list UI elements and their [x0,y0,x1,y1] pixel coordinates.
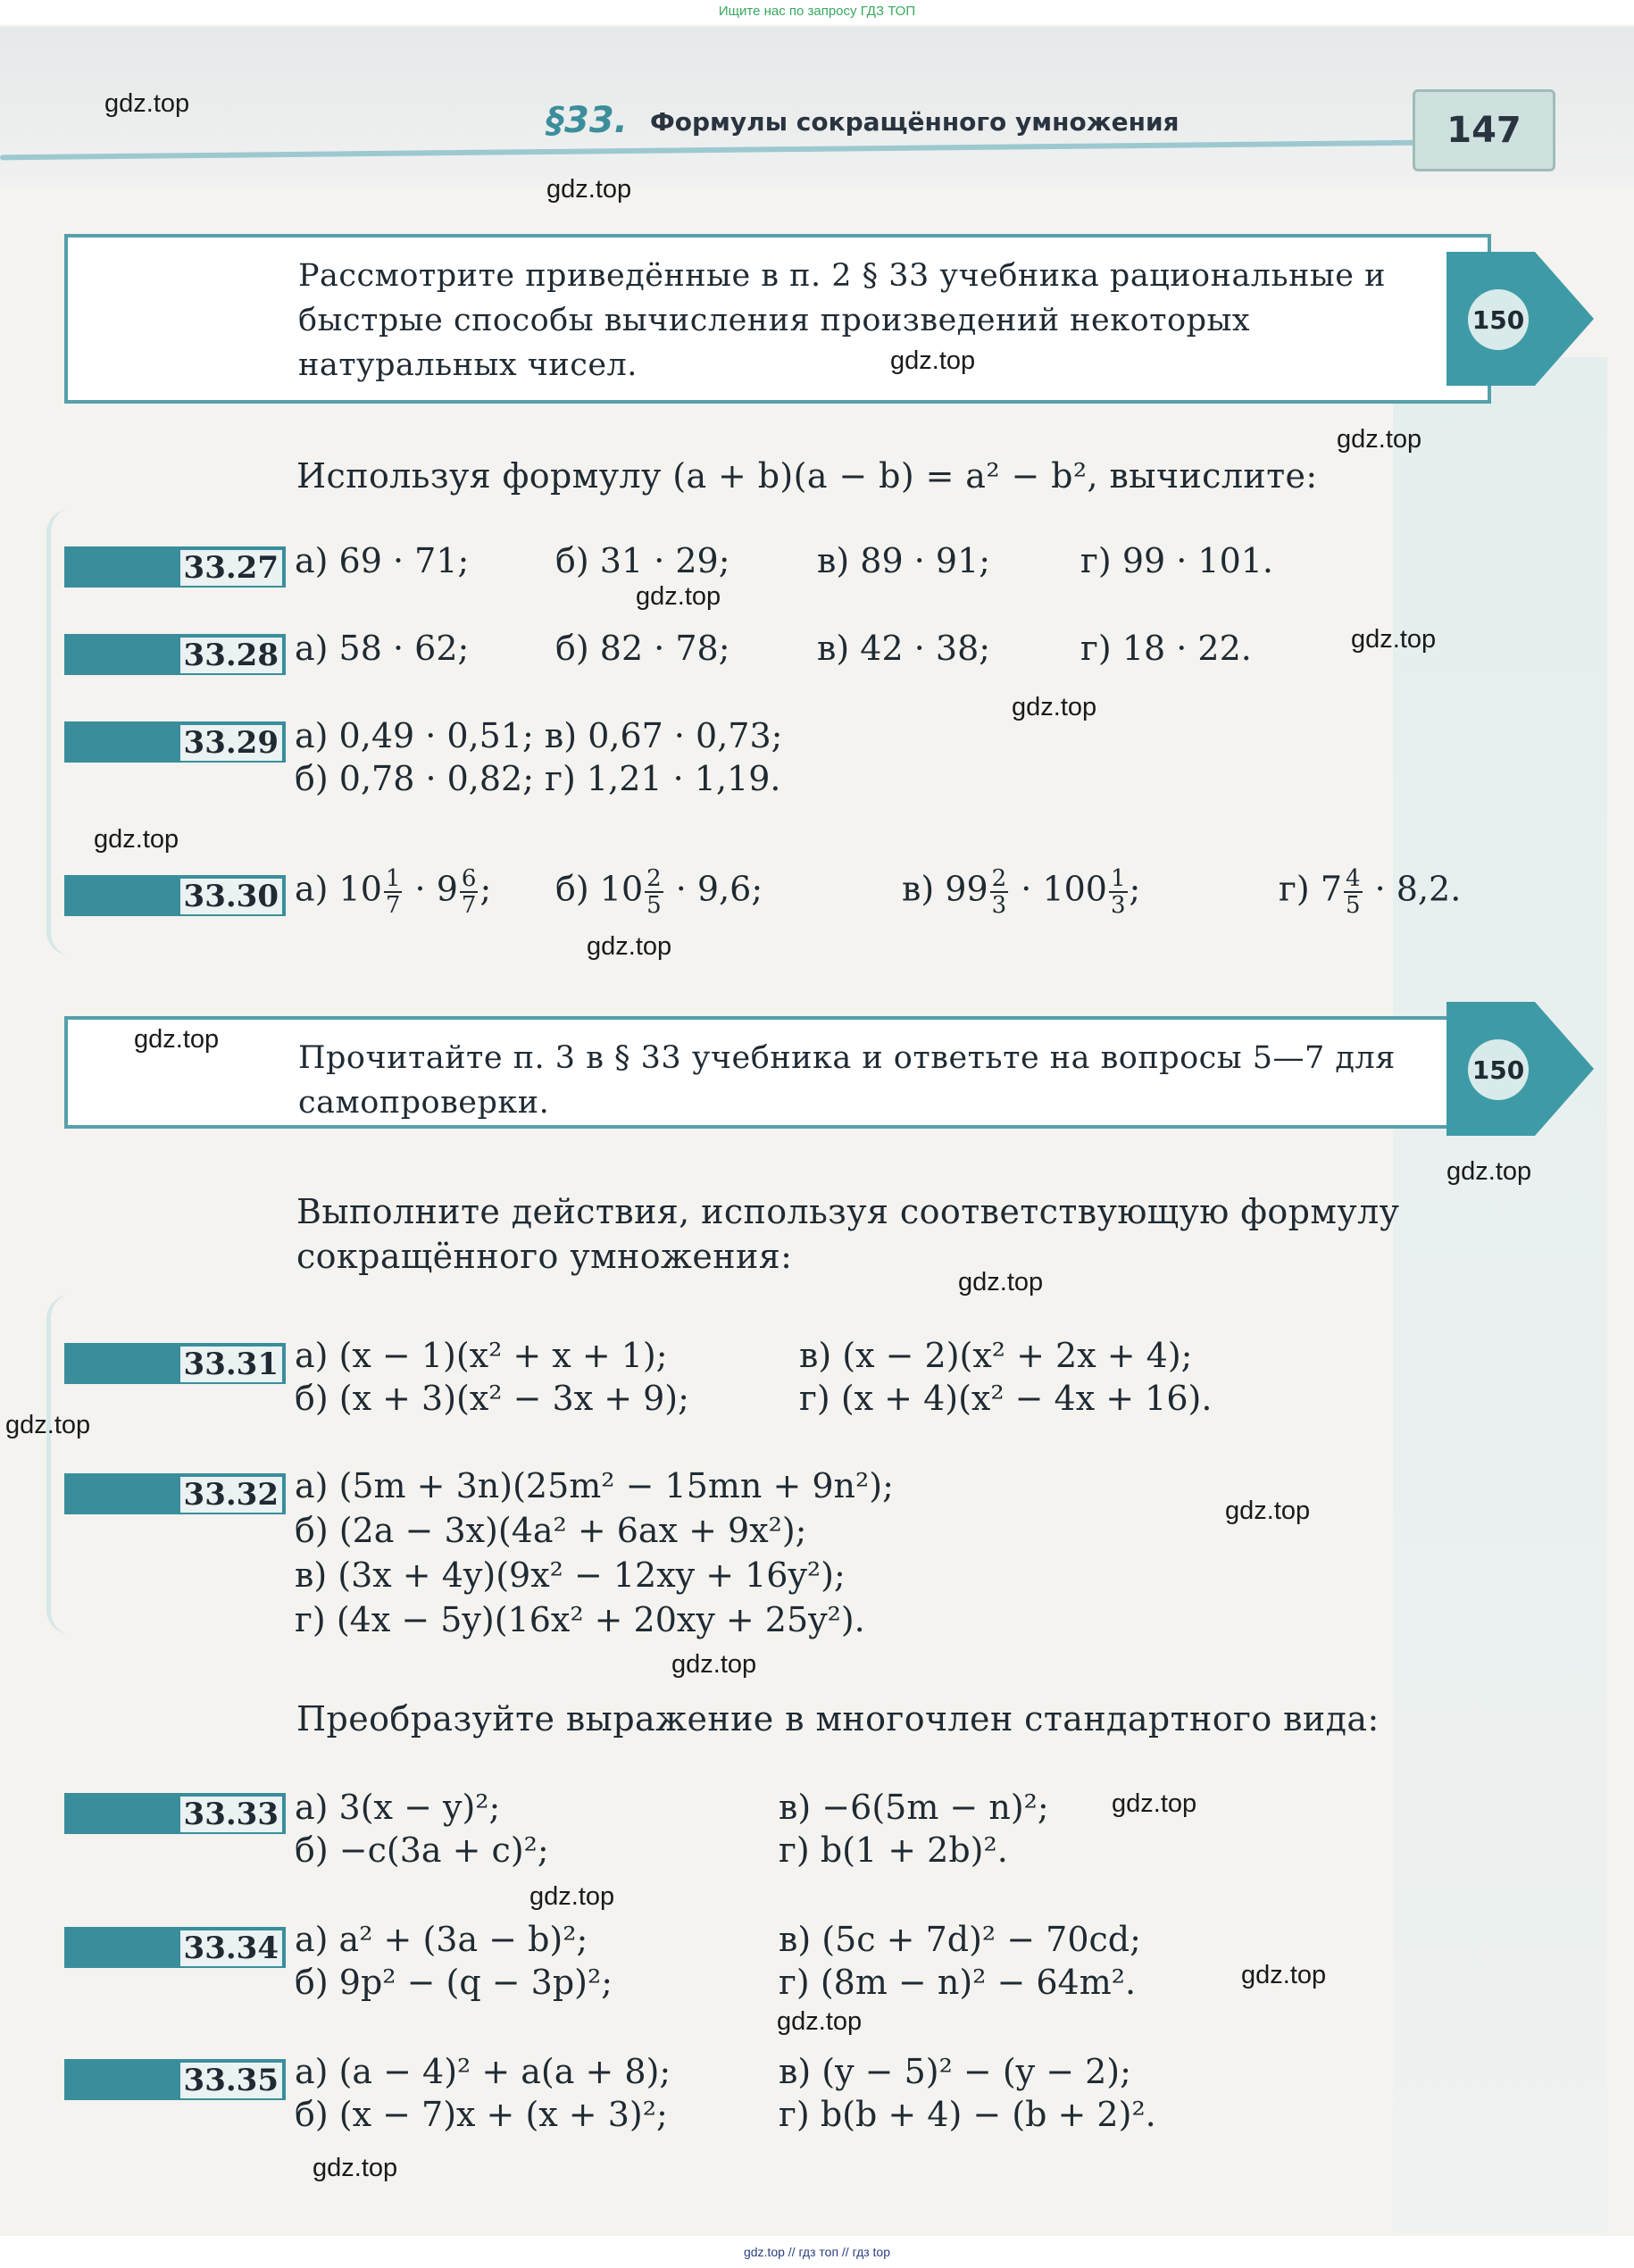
numerator: 1 [385,865,401,892]
exercise-label [64,634,286,675]
exercise-number: 33.27 [179,548,284,588]
info-box-self-check [64,1016,1491,1129]
exercise-item: б) −c(3a + c)²; [295,1830,549,1870]
exercise-line: б) 0,78 · 0,82; г) 1,21 · 1,19. [295,759,781,798]
denominator: 5 [646,892,662,919]
exercise-number: 33.33 [179,1795,284,1834]
section-number: §33. [546,100,628,141]
exercise-label [64,1343,286,1384]
top-note: Ищите нас по запросу ГДЗ ТОП [718,4,916,19]
instruction-actions: Выполните действия, используя соответствующую формулу сокращённого умножения: [296,1192,1400,1276]
denominator: 3 [1110,892,1126,919]
watermark: gdz.top [546,175,632,204]
watermark: gdz.top [134,1025,220,1054]
watermark: gdz.top [671,1650,757,1679]
watermark: gdz.top [529,1882,615,1911]
exercise-number: 33.29 [179,723,284,763]
item-text: а) 10 [295,869,382,909]
exercise-item: г) b(b + 4) − (b + 2)². [779,2095,1156,2134]
fraction [1109,866,1128,918]
arrow-icon [1446,252,1594,386]
watermark: gdz.top [958,1268,1044,1297]
exercise-label [64,546,286,588]
exercise-label [64,1927,286,1968]
fraction [990,866,1009,918]
fraction [645,866,663,918]
item-text: · 8,2. [1363,869,1462,909]
fraction [1344,866,1363,918]
arrow-icon [1446,1002,1594,1136]
info-box-reference [64,234,1491,404]
numerator: 2 [646,865,662,892]
exercise-item: г) 99 · 101. [1080,541,1274,580]
exercise-item [1279,866,1461,918]
item-text: · 100 [1010,869,1107,909]
watermark: gdz.top [94,825,179,854]
exercise-number: 33.35 [179,2061,284,2100]
exercise-item: б) 9p² − (q − 3p)²; [295,1963,613,2002]
exercise-item [295,866,491,918]
page-number: 147 [1413,89,1555,171]
exercise-item: а) (5m + 3n)(25m² − 15mn + 9n²); [295,1466,894,1505]
exercise-item: а) a² + (3a − b)²; [295,1920,588,1959]
exercise-item: б) (x + 3)(x² − 3x + 9); [295,1379,689,1418]
exercise-item: а) 3(x − y)²; [295,1788,501,1827]
watermark: gdz.top [1012,693,1097,721]
exercise-number: 33.30 [179,877,284,916]
watermark: gdz.top [313,2154,398,2182]
numerator: 4 [1346,865,1361,892]
fraction [460,866,479,918]
denominator: 7 [385,892,401,919]
numerator: 2 [991,865,1007,892]
section-title: Формулы сокращённого умножения [650,107,1180,137]
exercise-item [555,866,763,918]
exercise-item [902,866,1140,918]
exercise-item: б) (2a − 3x)(4a² + 6ax + 9x²); [295,1511,807,1550]
item-text: г) 7 [1279,869,1342,909]
numerator: 6 [461,865,477,892]
watermark: gdz.top [587,932,672,961]
item-text: б) 10 [555,869,644,909]
exercise-item: г) (8m − n)² − 64m². [779,1963,1137,2002]
page-ref-badge: 150 [1468,289,1529,350]
watermark: gdz.top [104,89,190,118]
info-box-text: Рассмотрите приведённые в п. 2 § 33 учебника рациональные и быстрые способы вычисления произведений некоторых натуральных чисел. [298,258,1386,383]
watermark: gdz.top [5,1411,91,1439]
numerator: 1 [1110,865,1126,892]
item-text: ; [1129,869,1141,909]
watermark: gdz.top [1241,1961,1327,1989]
exercise-item: б) 82 · 78; [555,629,730,668]
page-ref-badge: 150 [1468,1039,1529,1100]
exercise-line: а) 0,49 · 0,51; в) 0,67 · 0,73; [295,716,783,755]
exercise-item: г) (4x − 5y)(16x² + 20xy + 25y²). [295,1600,865,1639]
exercise-number: 33.34 [179,1929,284,1968]
exercise-item: в) −6(5m − n)²; [779,1788,1049,1827]
watermark: gdz.top [1446,1157,1532,1186]
exercise-item: в) (y − 5)² − (y − 2); [779,2052,1131,2091]
exercise-item: в) (3x + 4y)(9x² − 12xy + 16y²); [295,1555,846,1595]
exercise-label [64,721,286,763]
exercise-item: а) (x − 1)(x² + x + 1); [295,1336,668,1375]
watermark: gdz.top [1351,625,1437,654]
exercise-item: г) b(1 + 2b)². [779,1830,1008,1870]
exercise-item: в) 42 · 38; [817,629,991,668]
fraction [384,866,403,918]
exercise-item: в) (5c + 7d)² − 70cd; [779,1920,1141,1959]
exercise-item: б) 31 · 29; [555,541,730,580]
exercise-item: а) 69 · 71; [295,541,470,580]
item-text: ; [479,869,492,909]
watermark: gdz.top [777,2007,863,2036]
exercise-label [64,2059,286,2100]
instruction-formula: Используя формулу (a + b)(a − b) = a² − b², вычислите: [296,456,1318,496]
watermark: gdz.top [1112,1789,1197,1818]
exercise-item: г) 18 · 22. [1080,629,1252,668]
exercise-number: 33.32 [179,1475,284,1514]
exercise-item: в) (x − 2)(x² + 2x + 4); [799,1336,1193,1375]
exercise-label [64,875,286,916]
exercise-label [64,1793,286,1834]
denominator: 5 [1346,892,1361,919]
exercise-label [64,1473,286,1514]
exercise-number: 33.31 [179,1345,284,1384]
denominator: 3 [991,892,1007,919]
watermark: gdz.top [636,582,721,611]
watermark: gdz.top [1337,425,1422,454]
item-text: · 9,6; [664,869,763,909]
item-text: в) 99 [902,869,988,909]
bottom-note: gdz.top // гдз топ // гдз top [743,2245,891,2259]
exercise-item: б) (x − 7)x + (x + 3)²; [295,2095,668,2134]
item-text: · 9 [404,869,458,909]
exercise-item: а) (a − 4)² + a(a + 8); [295,2052,671,2091]
instruction-standard-form: Преобразуйте выражение в многочлен стандартного вида: [296,1699,1380,1739]
watermark: gdz.top [1225,1497,1311,1525]
watermark: gdz.top [890,346,976,375]
exercise-item: в) 89 · 91; [817,541,991,580]
exercise-item: а) 58 · 62; [295,629,470,668]
denominator: 7 [461,892,477,919]
exercise-number: 33.28 [179,636,284,675]
exercise-item: г) (x + 4)(x² − 4x + 16). [799,1379,1213,1418]
info-box-text: Прочитайте п. 3 в § 33 учебника и ответьте на вопросы 5—7 для самопроверки. [298,1040,1396,1121]
